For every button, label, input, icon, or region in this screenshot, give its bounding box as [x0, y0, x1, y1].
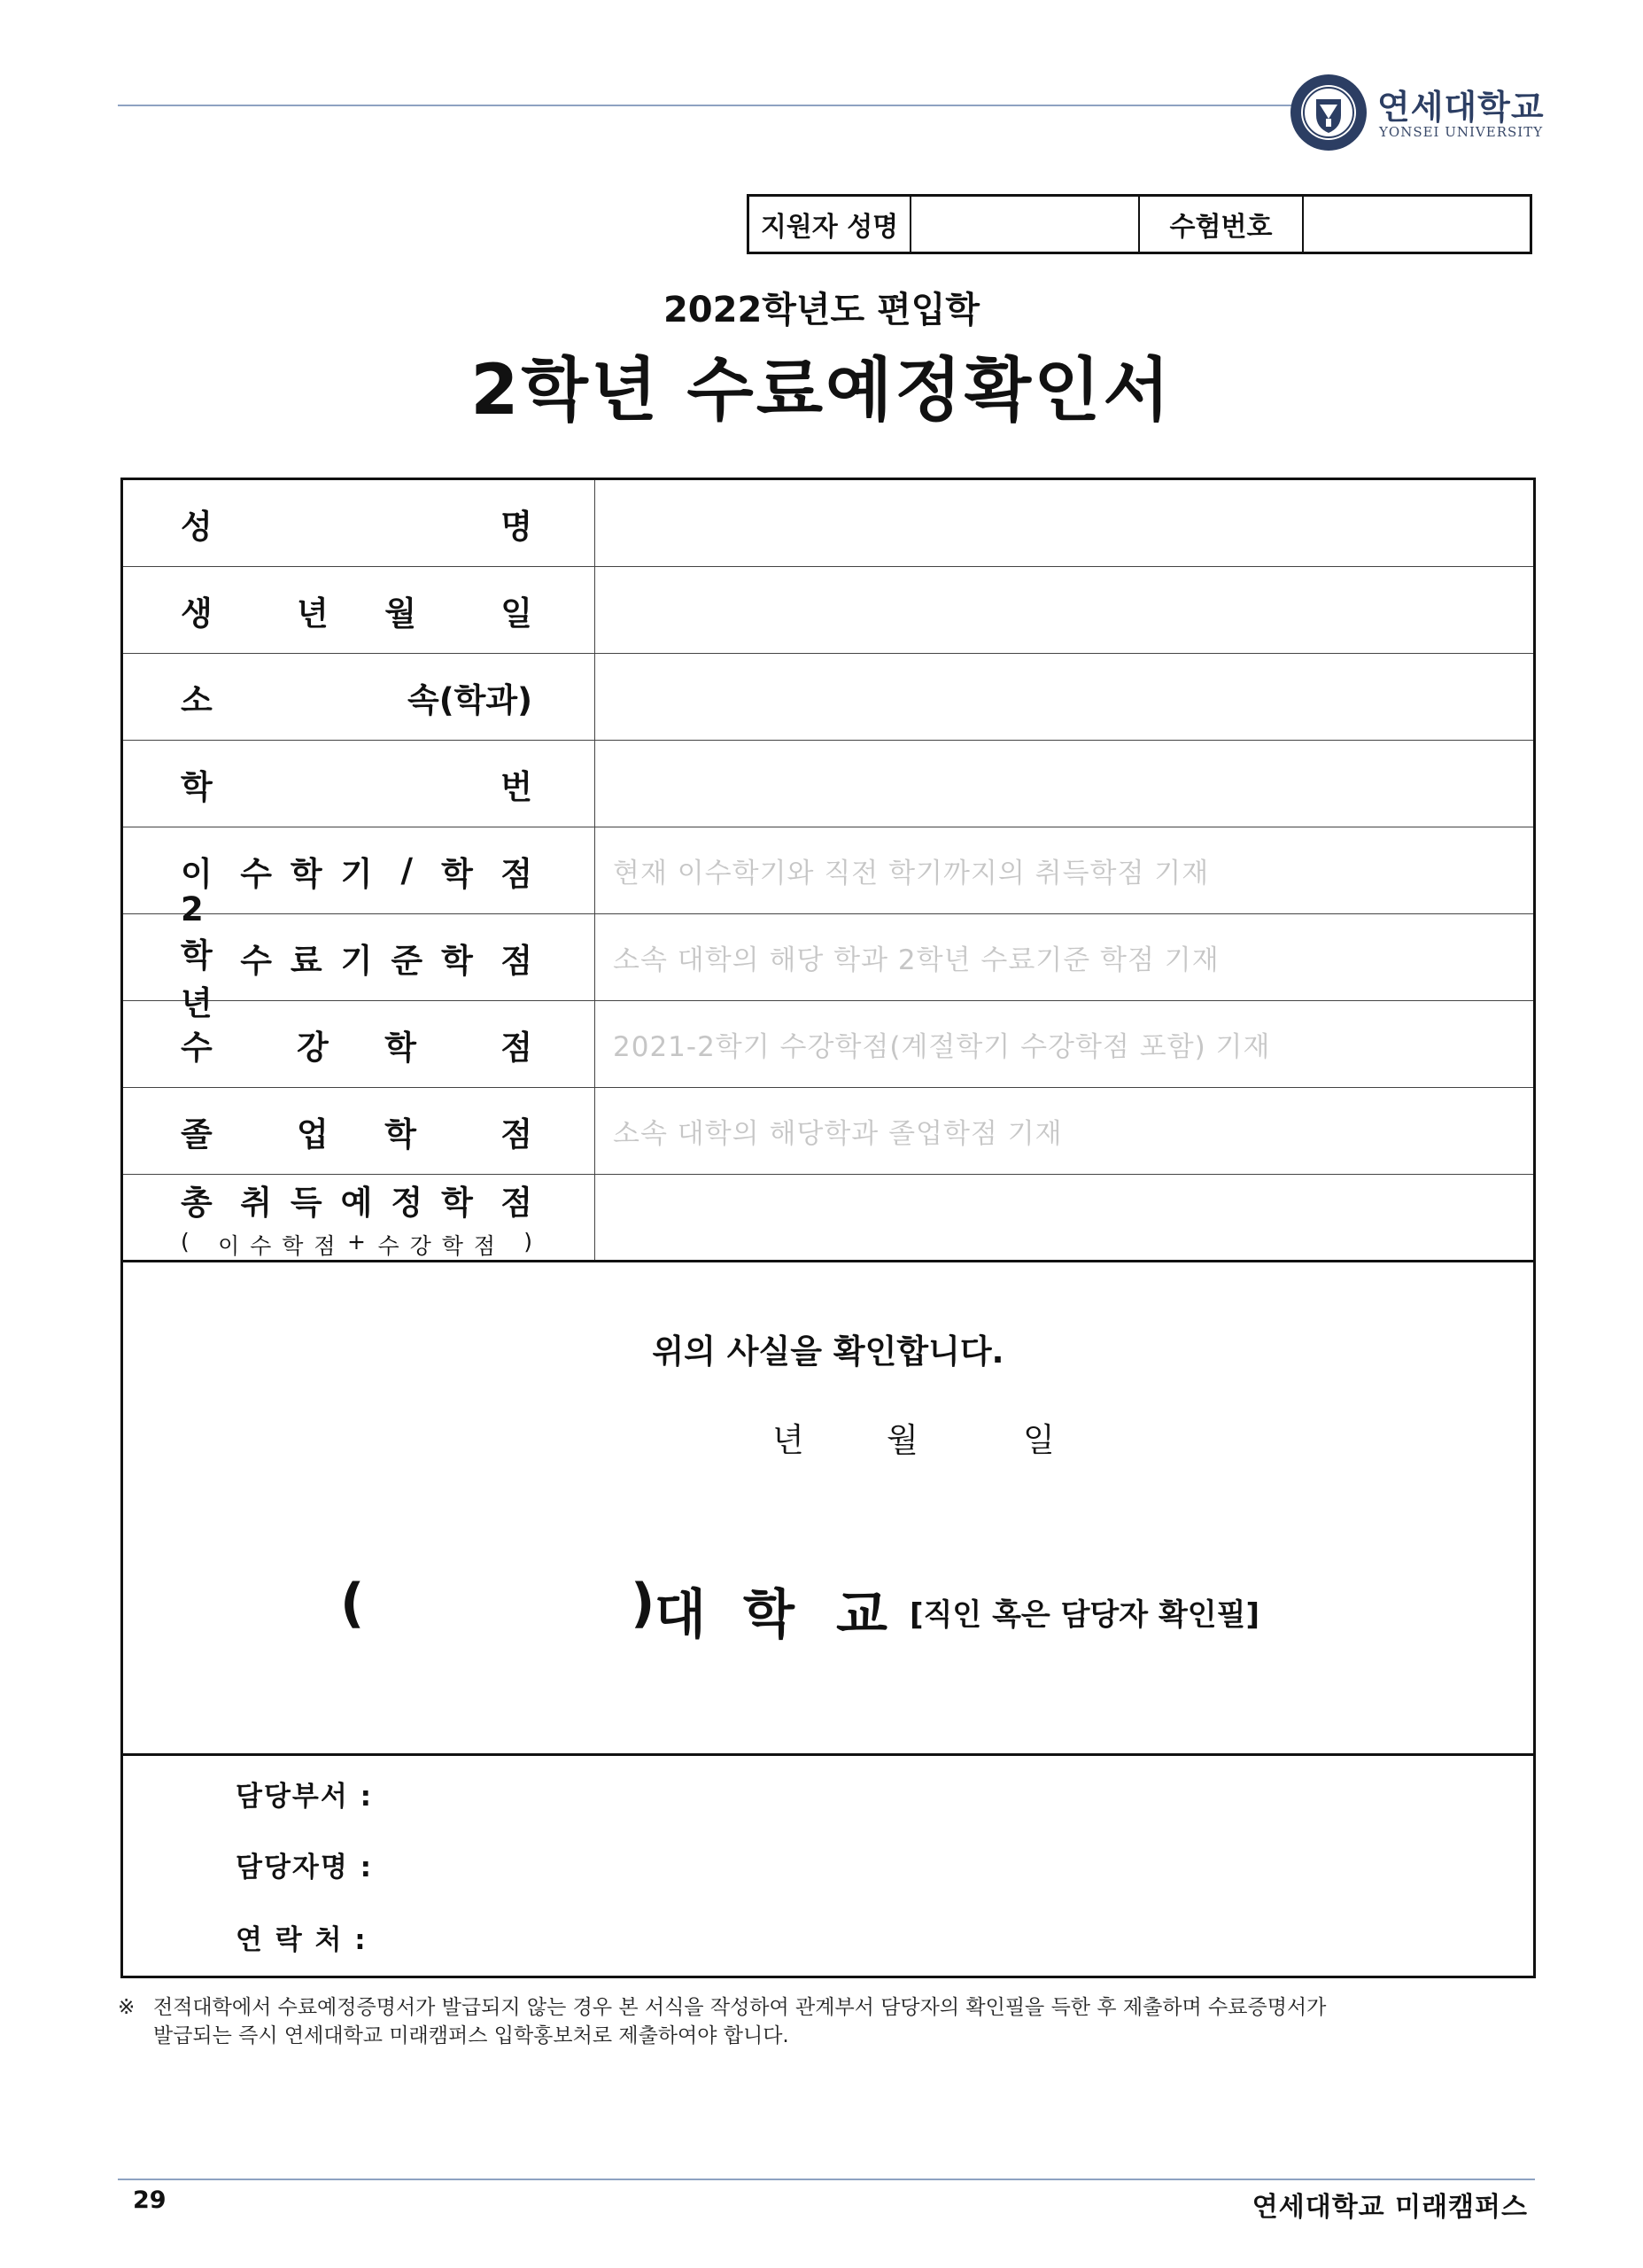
footer-campus-name: 연세대학교 미래캠퍼스	[1252, 2192, 1528, 2223]
label-char: 학	[384, 1028, 416, 1067]
label-char: 료	[290, 941, 322, 980]
label-char: 점	[500, 1028, 532, 1067]
student-id-value-field[interactable]	[595, 741, 1533, 827]
label-char: )	[523, 1229, 533, 1254]
label-char: 강	[409, 1233, 431, 1259]
row-department	[123, 654, 1533, 741]
logo-korean-name: 연세대학교	[1377, 88, 1545, 127]
applicant-info-box	[747, 194, 1532, 254]
label-char: 취	[240, 1184, 272, 1222]
applicant-name-field[interactable]	[911, 197, 1140, 252]
label-char: 기	[340, 854, 373, 893]
confirmation-section	[123, 1262, 1533, 1756]
department-value-field[interactable]	[595, 654, 1533, 740]
reference-mark: ※	[118, 1996, 136, 2019]
standard-credits-value-field[interactable]: 소속 대학의 해당 학과 2학년 수료기준 학점 기재	[613, 944, 1220, 976]
label-char: 번	[500, 767, 532, 806]
label-char: 학	[441, 854, 473, 893]
total-label-main	[181, 1176, 532, 1223]
person-contact-label: 담당자명 :	[236, 1852, 373, 1884]
label-char: 점	[500, 854, 533, 893]
label-char: 수	[240, 854, 272, 893]
university-logo	[1289, 73, 1545, 152]
header-rule	[118, 105, 1300, 106]
department-contact-label: 담당부서 :	[236, 1781, 373, 1813]
row-label	[123, 480, 595, 566]
university-paren-open: (	[340, 1573, 365, 1635]
label-char: 득	[290, 1184, 322, 1222]
label-char: 점	[500, 1115, 532, 1153]
label-char: 학	[290, 854, 322, 893]
graduation-credits-value-field[interactable]: 소속 대학의 해당학과 졸업학점 기재	[613, 1118, 1063, 1150]
footnote-line-1	[118, 1993, 1535, 2022]
birthdate-value-field[interactable]	[595, 567, 1533, 653]
label-char: 수	[377, 1233, 399, 1259]
label-char: 학	[441, 1184, 473, 1222]
label-char: 학	[384, 1115, 416, 1153]
label-char: /	[400, 851, 413, 889]
label-char: 기	[340, 941, 373, 980]
label-char: +	[347, 1229, 366, 1254]
label-char: 수	[240, 941, 272, 980]
page-number: 29	[133, 2186, 167, 2214]
label-char: 점	[473, 1233, 495, 1259]
footnote	[118, 1993, 1535, 2050]
row-graduation-credits	[123, 1088, 1533, 1175]
label-char: 2학년	[181, 890, 213, 1022]
phone-contact-label: 연 락 처 :	[236, 1924, 368, 1956]
university-paren-close: )	[631, 1573, 655, 1635]
date-day-label: 일	[1023, 1421, 1055, 1459]
label-char: 성	[181, 507, 213, 546]
label-char: 월	[384, 594, 416, 633]
total-label-formula	[181, 1229, 532, 1261]
label-char: 학	[282, 1233, 304, 1259]
exam-number-field[interactable]	[1304, 197, 1530, 252]
label-char: 일	[500, 594, 532, 633]
total-credits-value-field[interactable]	[595, 1175, 1533, 1260]
row-total-expected-credits	[123, 1175, 1533, 1262]
label-char: 속(학과)	[407, 680, 532, 719]
row-label	[123, 890, 595, 1022]
label-char: 점	[500, 941, 533, 980]
label-char: 수	[250, 1233, 272, 1259]
row-enrolled-credits	[123, 1001, 1533, 1088]
name-value-field[interactable]	[595, 480, 1533, 566]
row-label	[123, 654, 595, 740]
row-label	[123, 1175, 595, 1260]
confirmation-statement: 위의 사실을 확인합니다.	[652, 1332, 1004, 1371]
enrolled-credits-value-field[interactable]: 2021-2학기 수강학점(계절학기 수강학점 포함) 기재	[613, 1031, 1271, 1063]
footnote-text-2: 발급되는 즉시 연세대학교 미래캠퍼스 입학홍보처로 제출하여야 합니다.	[153, 2024, 789, 2047]
label-char: 이	[181, 854, 213, 893]
document-title: 2학년 수료예정확인서	[470, 351, 1173, 431]
university-char: 학	[743, 1584, 794, 1646]
yonsei-seal-icon	[1289, 73, 1368, 152]
logo-english-name: YONSEI UNIVERSITY	[1379, 124, 1544, 140]
label-char: 소	[181, 680, 213, 719]
applicant-name-label: 지원자 성명	[749, 197, 911, 252]
date-year-label: 년	[772, 1421, 804, 1459]
date-month-label: 월	[887, 1421, 918, 1459]
label-char: 준	[391, 941, 423, 980]
label-char: 점	[500, 1184, 533, 1222]
university-char: 대	[655, 1584, 706, 1646]
row-completion-standard-credits	[123, 890, 1533, 1022]
university-char: 교	[836, 1584, 887, 1646]
label-char: 졸	[181, 1115, 213, 1153]
label-char: 명	[500, 507, 532, 546]
label-char: 이	[218, 1233, 240, 1259]
row-label	[123, 567, 595, 653]
row-student-id	[123, 741, 1533, 827]
label-char: 점	[314, 1233, 336, 1259]
label-char: 생	[181, 594, 213, 633]
row-label	[123, 1001, 595, 1087]
exam-number-label: 수험번호	[1140, 197, 1304, 252]
contact-section	[123, 1756, 1533, 1976]
row-birthdate	[123, 567, 1533, 654]
row-label	[123, 741, 595, 827]
footer-rule	[118, 2179, 1535, 2180]
footnote-text-1: 전적대학에서 수료예정증명서가 발급되지 않는 경우 본 서식을 작성하여 관계부서 담당자의 확인필을 득한 후 제출하며 수료증명서가	[153, 1996, 1327, 2019]
completed-credits-value-field[interactable]: 현재 이수학기와 직전 학기까지의 취득학점 기재	[613, 858, 1210, 889]
label-char: 학	[181, 767, 213, 806]
label-char: 강	[297, 1028, 329, 1067]
document-subtitle: 2022학년도 편입학	[663, 290, 980, 330]
completion-form-table	[120, 478, 1536, 1978]
label-char: 학	[441, 1233, 463, 1259]
label-char: 학	[441, 941, 473, 980]
row-completed-semesters-credits	[123, 827, 1533, 914]
label-char: 년	[297, 594, 329, 633]
label-char: (	[181, 1229, 190, 1254]
label-char: 수	[181, 1028, 213, 1067]
label-char: 정	[391, 1184, 423, 1222]
seal-note: [직인 혹은 담당자 확인필]	[910, 1597, 1260, 1633]
label-char: 예	[340, 1184, 373, 1222]
label-char: 총	[181, 1184, 213, 1222]
row-label	[123, 1088, 595, 1174]
label-char: 업	[297, 1115, 329, 1153]
row-name	[123, 480, 1533, 567]
